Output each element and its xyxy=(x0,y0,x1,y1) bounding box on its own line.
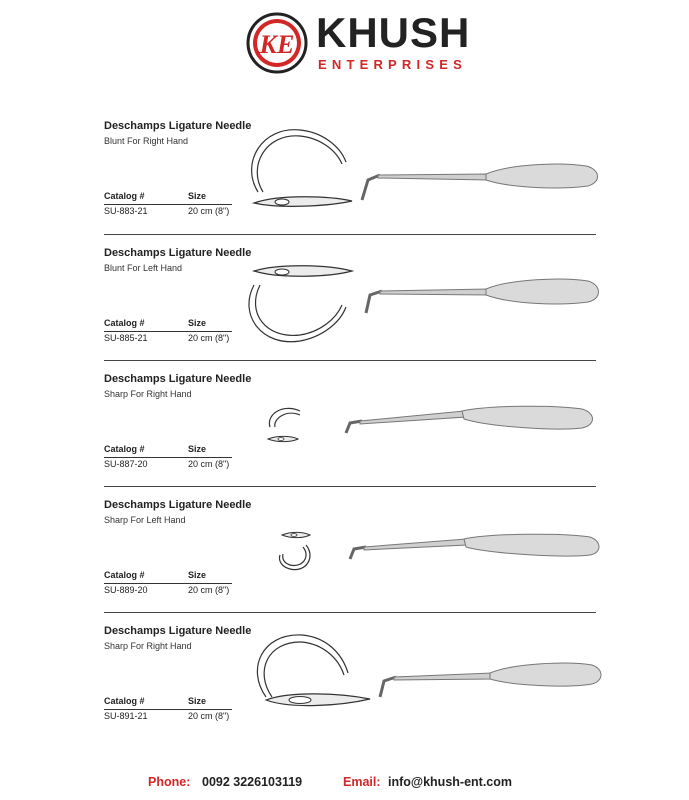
catalog-header: Catalog # xyxy=(104,191,145,201)
brand-badge-icon xyxy=(246,12,308,74)
product-title: Deschamps Ligature Needle xyxy=(104,120,252,132)
catalog-number: SU-889-20 xyxy=(104,585,148,595)
product-title: Deschamps Ligature Needle xyxy=(104,625,252,637)
product-subtitle: Sharp For Left Hand xyxy=(104,515,186,525)
email-label: Email: xyxy=(343,775,381,789)
brand-logo xyxy=(246,9,471,76)
product-subtitle: Sharp For Right Hand xyxy=(104,389,192,399)
size-value: 20 cm (8") xyxy=(188,585,230,595)
product-title: Deschamps Ligature Needle xyxy=(104,499,252,511)
instrument-illustration xyxy=(0,361,689,487)
size-value: 20 cm (8") xyxy=(188,333,230,343)
product-subtitle: Blunt For Right Hand xyxy=(104,136,189,146)
brand-subtitle: ENTERPRISES xyxy=(318,57,467,72)
instrument-illustration xyxy=(0,108,689,234)
product-section xyxy=(0,487,689,613)
instrument-illustration xyxy=(0,235,689,361)
catalog-header: Catalog # xyxy=(104,570,145,580)
catalog-header: Catalog # xyxy=(104,318,145,328)
product-title: Deschamps Ligature Needle xyxy=(104,373,252,385)
brand-name: KHUSH xyxy=(316,9,471,56)
size-value: 20 cm (8") xyxy=(188,711,230,721)
product-section xyxy=(0,361,689,487)
catalog-number: SU-885-21 xyxy=(104,333,148,343)
product-section xyxy=(0,613,689,739)
product-section xyxy=(0,235,689,361)
phone-label: Phone: xyxy=(148,775,191,789)
size-header: Size xyxy=(188,696,207,706)
product-subtitle: Blunt For Left Hand xyxy=(104,263,183,273)
size-header: Size xyxy=(188,318,207,328)
size-header: Size xyxy=(188,570,207,580)
instrument-illustration xyxy=(0,613,689,739)
size-value: 20 cm (8") xyxy=(188,459,230,469)
size-header: Size xyxy=(188,444,207,454)
size-header: Size xyxy=(188,191,207,201)
phone-number[interactable]: 0092 3226103119 xyxy=(202,775,303,789)
product-subtitle: Sharp For Right Hand xyxy=(104,641,192,651)
product-title: Deschamps Ligature Needle xyxy=(104,247,252,259)
catalog-number: SU-883-21 xyxy=(104,206,148,216)
brand-monogram: KE xyxy=(259,30,295,59)
product-section xyxy=(0,108,689,234)
instrument-illustration xyxy=(0,487,689,613)
catalog-header: Catalog # xyxy=(104,696,145,706)
size-value: 20 cm (8") xyxy=(188,206,230,216)
catalog-number: SU-891-21 xyxy=(104,711,148,721)
catalog-header: Catalog # xyxy=(104,444,145,454)
catalog-number: SU-887-20 xyxy=(104,459,148,469)
email-address[interactable]: info@khush-ent.com xyxy=(388,775,512,789)
